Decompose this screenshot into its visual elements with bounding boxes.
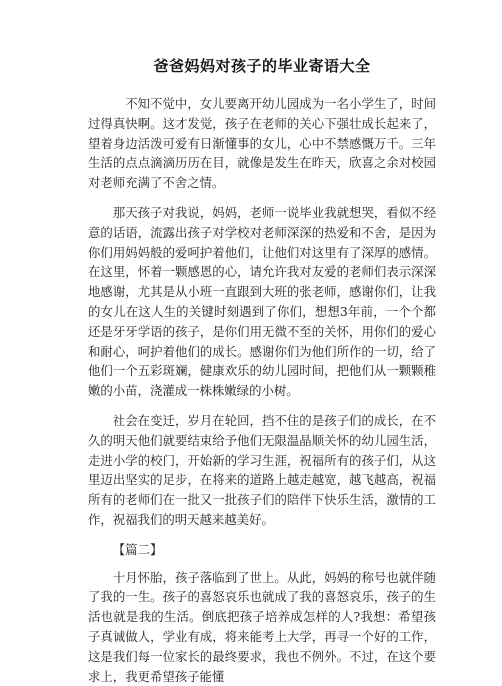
- section-heading: 【篇二】: [112, 541, 163, 557]
- paragraph-2: 那天孩子对我说，妈妈，老师一说毕业我就想哭，看似不经意的话语，流露出孩子对学校对老师深深的热爱和不舍，是因为你们用妈妈般的爱呵护着他们，让他们对这里有了深厚的感情。在这里，怀着一颗感恩的心，请允许我对友爱的老师们表示深深地感谢，尤其是从小班一直跟到大班的张老师，感谢你们，让我的女儿在这人生的关键时刻遇到了你们，想想3年前，一个个都还是牙牙学语的孩子，是你们用无微不至的关怀，用你们的爱心和耐心，呵护着他们的成长。感谢你们为他们所作的一切，给了他们一个五彩斑斓，健康欢乐的幼儿园时间，把他们从一颗颗稚嫩的小苗，浇灌成一株株嫩绿的小树。: [88, 204, 436, 399]
- paragraph-4: 十月怀胎，孩子落临到了世上。从此，妈妈的称号也就伴随了我的一生。孩子的喜怒哀乐也就成了我的喜怒哀乐，孩子的生活也就是我的生活。倒底把孩子培养成怎样的人?我想：希望孩子真诚做人，学业有成，将来能考上大学，再寻一个好的工作，这是我们每一位家长的最终要求，我也不例外。不过，在这个要求上，我更希望孩子能懂: [88, 569, 436, 684]
- paragraph-3: 社会在变迁，岁月在轮回，挡不住的是孩子们的成长，在不久的明天他们就要结束给予他们无限温晶顺关怀的幼儿园生活，走进小学的校门，开始新的学习生涯，祝福所有的孩子们，从这里迈出坚实的足步，在将来的道路上越走越宽，越飞越高，祝福所有的老师们在一批又一批孩子们的陪伴下快乐生活，激情的工作，祝福我们的明天越来越美好。: [88, 412, 436, 527]
- paragraph-1: 不知不觉中，女儿要离开幼儿园成为一名小学生了，时间过得真快啊。这才发觉，孩子在老师的关心下强壮成长起来了，望着身边活泼可爱有日渐懂事的女儿，心中不禁感慨万千。三年生活的点点滴滴历历在目，就像是发生在昨天，欣喜之余对校园对老师充满了不舍之情。: [88, 96, 436, 191]
- document-title: 爸爸妈妈对孩子的毕业寄语大全: [153, 57, 371, 75]
